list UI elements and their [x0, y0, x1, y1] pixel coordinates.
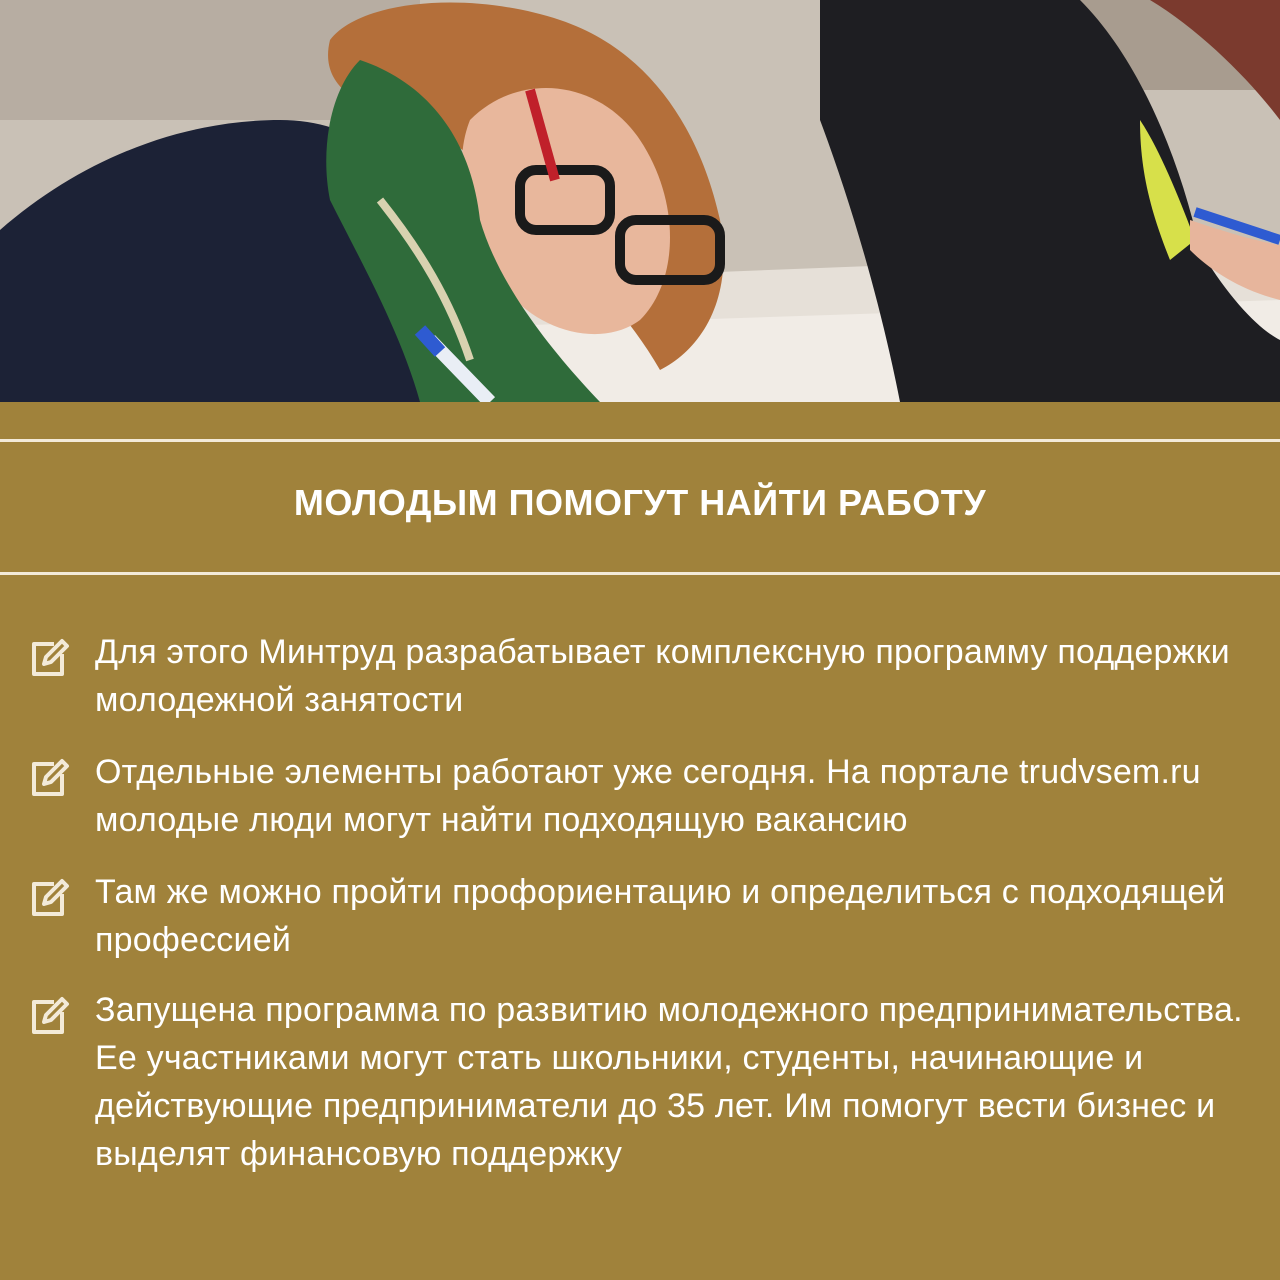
- edit-icon: [28, 876, 72, 920]
- edit-icon: [28, 636, 72, 680]
- edit-icon: [28, 994, 72, 1038]
- page-title: МОЛОДЫМ ПОМОГУТ НАЙТИ РАБОТУ: [293, 482, 987, 523]
- list-item-text: Отдельные элементы работают уже сегодня. На портале trudvsem.ru молодые люди могут найти подходящую вакансию: [95, 753, 1201, 839]
- list-item-text: Там же можно пройти профориентацию и определиться с подходящей профессией: [95, 873, 1226, 959]
- photo-illustration: [0, 0, 1280, 402]
- photo-students-writing: [0, 0, 1280, 402]
- title-divider-top: [0, 439, 1280, 442]
- list-item-text: Запущена программа по развитию молодежного предпринимательства. Ее участниками могут стать школьники, студенты, начинающие и действующие предприниматели до 35 лет. Им помогут вести бизнес и выделят финансовую поддержку: [95, 991, 1243, 1173]
- list-item-text: Для этого Минтруд разрабатывает комплексную программу поддержки молодежной занятости: [95, 633, 1230, 719]
- edit-icon: [28, 756, 72, 800]
- title-divider-bottom: [0, 572, 1280, 575]
